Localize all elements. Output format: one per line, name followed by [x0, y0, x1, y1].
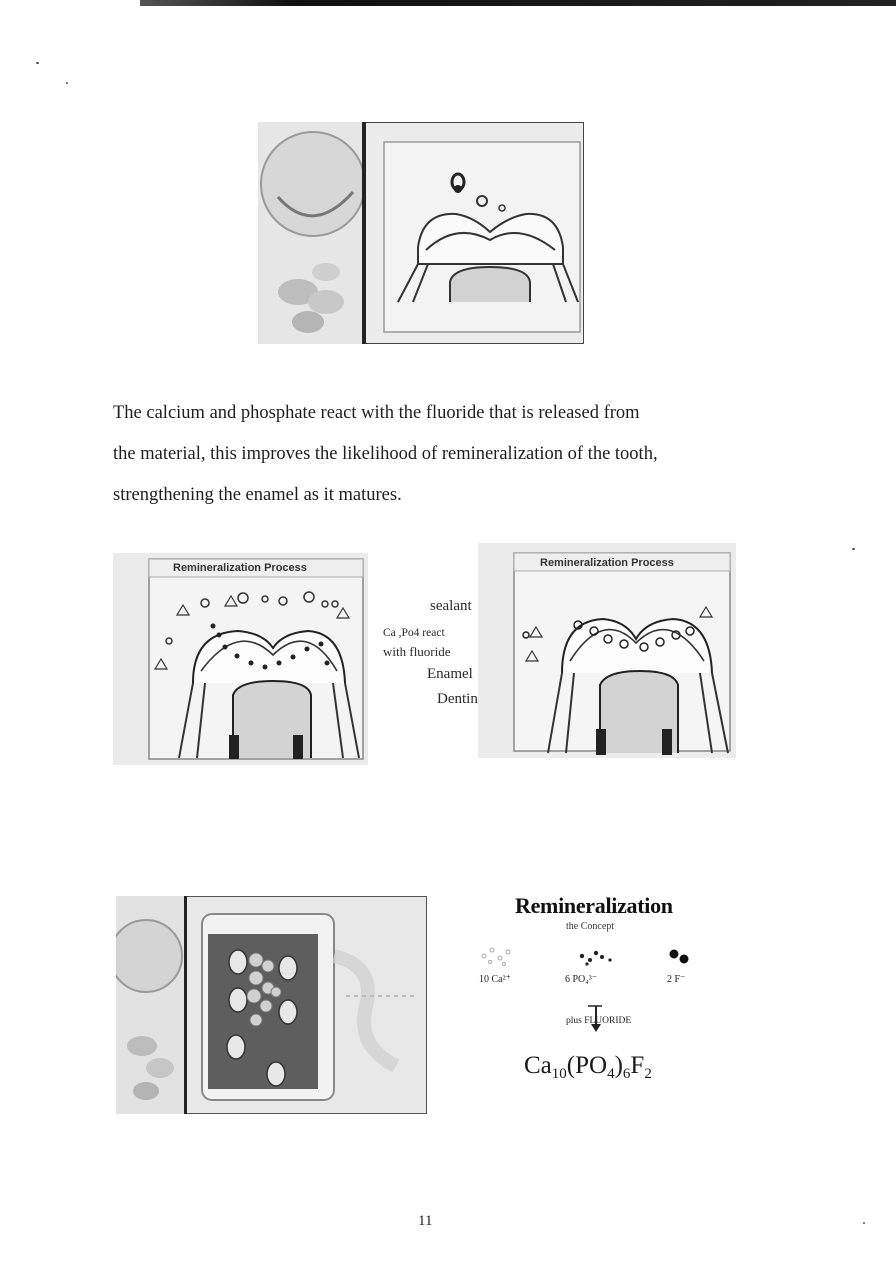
ion-fluoride: 2 F⁻: [667, 974, 686, 985]
scan-speck: [863, 1222, 865, 1224]
page-number: 11: [418, 1213, 433, 1229]
figure-crystal-formation: [116, 896, 427, 1114]
formula-ca: Ca: [524, 1052, 552, 1079]
remineralization-right-illustration: [478, 543, 736, 758]
ion-calcium: 10 Ca²⁺: [479, 974, 511, 985]
figure-sealant-release-illustration: [258, 122, 584, 344]
formula-po-sub: 4: [607, 1066, 615, 1082]
fluoride-ions-icon: [670, 950, 689, 964]
label-with-fluoride: with fluoride: [383, 644, 451, 659]
paragraph: [113, 393, 753, 516]
label-enamel: Enamel: [427, 666, 473, 682]
label-ca-po4-react: Ca ,Po4 react: [383, 627, 445, 639]
figure-remineralization-right: [478, 543, 736, 758]
formula-close-sub: 6: [622, 1066, 631, 1082]
phosphate-ions-icon: [580, 951, 612, 966]
scan-speck: [66, 82, 68, 84]
crystal-formation-illustration: [116, 896, 427, 1114]
formula-close: ): [614, 1052, 623, 1079]
label-dentin: Dentin: [437, 691, 478, 707]
remineralization-left-illustration: [113, 553, 368, 765]
paragraph-line: the material, this improves the likelihood of remineralization of the tooth,: [113, 444, 658, 464]
label-sealant: sealant: [430, 598, 472, 614]
scan-speck: [852, 548, 855, 550]
scan-edge-bar: [140, 0, 896, 6]
formula-f-sub: 2: [644, 1066, 652, 1082]
concept-title: Remineralization: [515, 893, 673, 918]
figure-sealant-release: [258, 122, 584, 344]
paragraph-line: The calcium and phosphate react with the fluoride that is released from: [113, 403, 640, 423]
scan-speck: [36, 62, 39, 64]
plus-fluoride-label: plus FLUORIDE: [566, 1016, 632, 1026]
ion-phosphate: 6 PO₄³⁻: [565, 974, 598, 985]
formula-ca-sub: 10: [551, 1066, 567, 1082]
paragraph-line: strengthening the enamel as it matures.: [113, 485, 402, 505]
right-panel-title: Remineralization Process: [540, 557, 674, 569]
figure-remineralization-left: [113, 553, 368, 765]
formula-f: F: [630, 1052, 645, 1079]
formula-po: (PO: [566, 1052, 608, 1079]
concept-subtitle: the Concept: [566, 921, 615, 932]
fluorapatite-formula: [524, 1052, 652, 1083]
left-panel-title: Remineralization Process: [173, 562, 307, 574]
calcium-ions-icon: [482, 948, 510, 966]
